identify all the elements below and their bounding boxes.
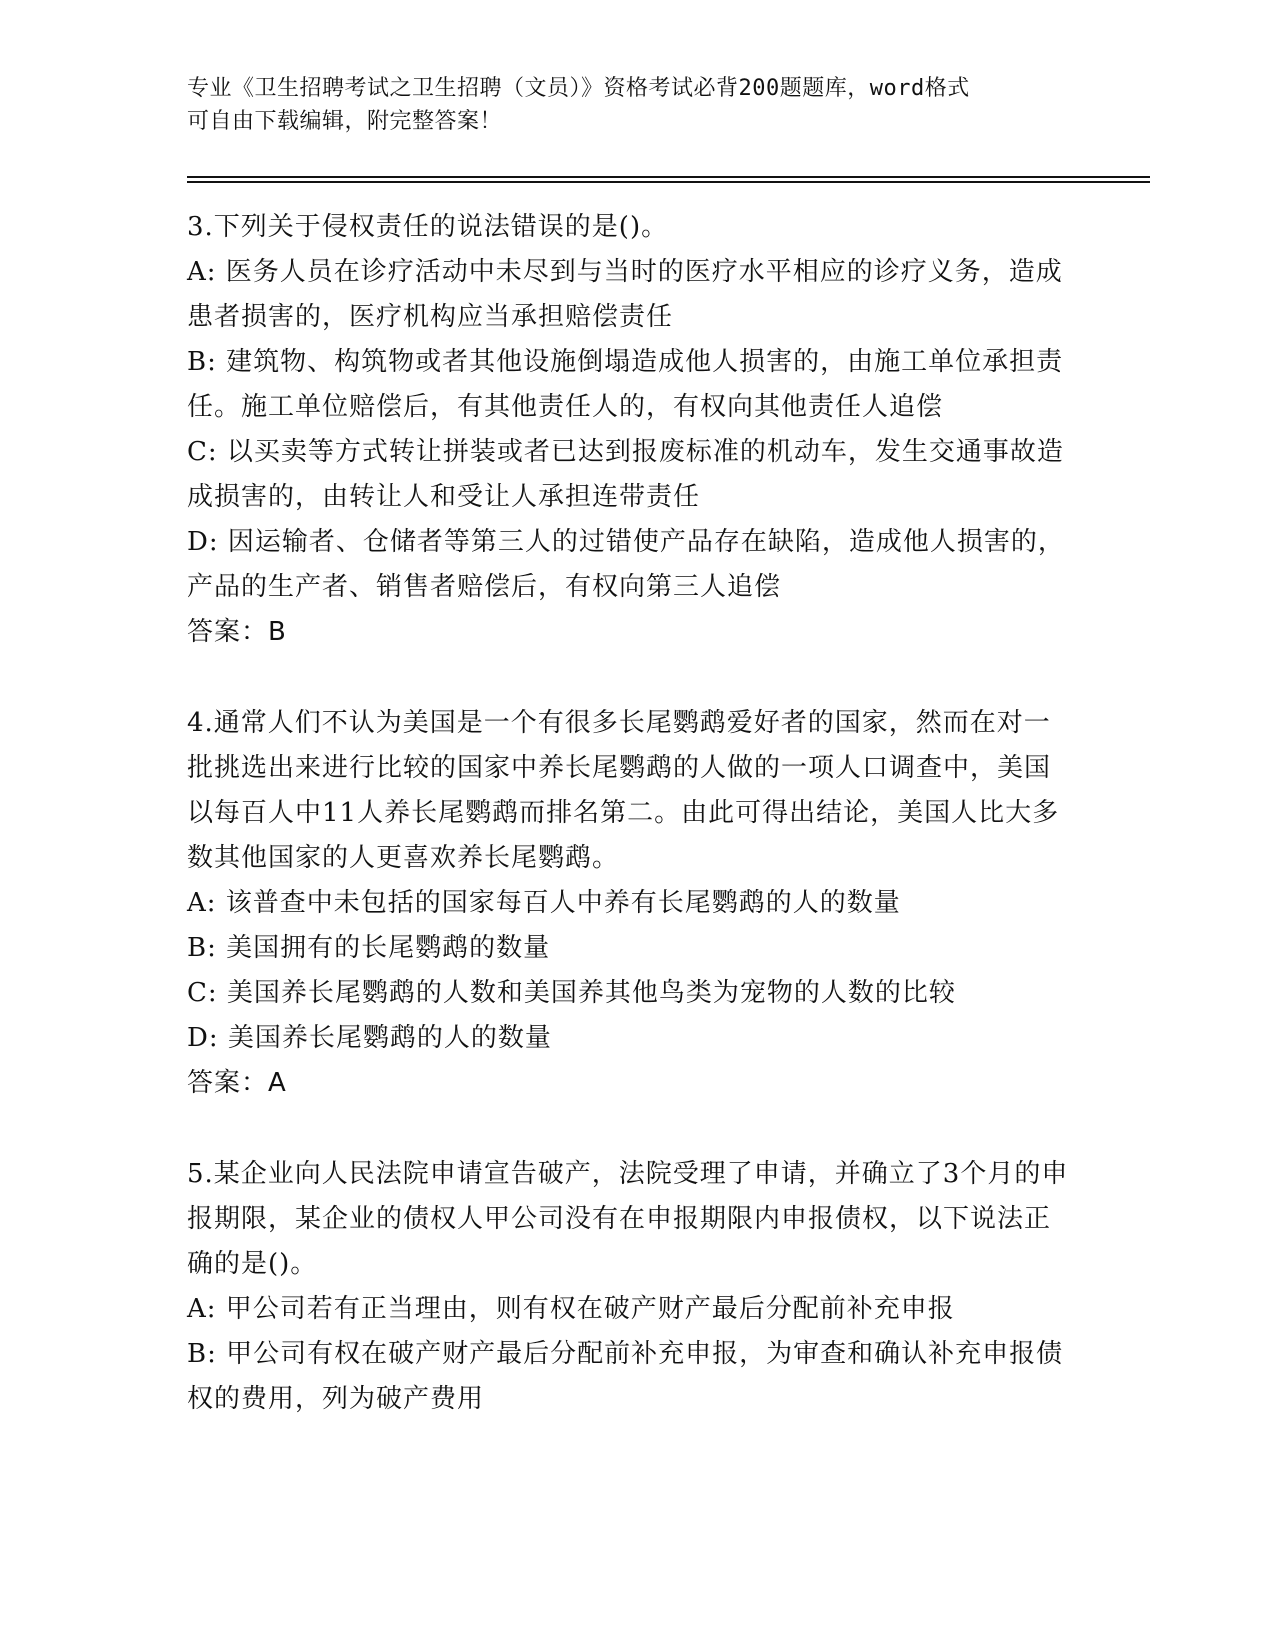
option-b: B: 建筑物、构筑物或者其他设施倒塌造成他人损害的，由施工单位承担责任。施工单位赔偿后，有其他责任人的，有权向其他责任人追偿: [187, 347, 1064, 422]
option-b: B: 美国拥有的长尾鹦鹉的数量: [187, 933, 551, 963]
question-4: [187, 701, 1077, 1106]
option-c: C: 以买卖等方式转让拼装或者已达到报废标准的机动车，发生交通事故造成损害的，由转让人和受让人承担连带责任: [187, 437, 1064, 512]
question-5: [187, 1152, 1077, 1422]
document-header: [187, 72, 1067, 138]
header-divider-top: [187, 176, 1150, 178]
option-b: B: 甲公司有权在破产财产最后分配前补充申报，为审查和确认补充申报债权的费用，列为破产费用: [187, 1339, 1064, 1414]
question-stem: 3.下列关于侵权责任的说法错误的是()。: [187, 212, 669, 242]
option-c: C: 美国养长尾鹦鹉的人数和美国养其他鸟类为宠物的人数的比较: [187, 978, 956, 1008]
option-a: A: 医务人员在诊疗活动中未尽到与当时的医疗水平相应的诊疗义务，造成患者损害的，医疗机构应当承担赔偿责任: [187, 257, 1063, 332]
option-d: D: 因运输者、仓储者等第三人的过错使产品存在缺陷，造成他人损害的，产品的生产者、销售者赔偿后，有权向第三人追偿: [187, 527, 1065, 602]
header-divider-bottom: [187, 181, 1150, 183]
question-stem: 4.通常人们不认为美国是一个有很多长尾鹦鹉爱好者的国家，然而在对一批挑选出来进行比较的国家中养长尾鹦鹉的人做的一项人口调查中，美国以每百人中11人养长尾鹦鹉而排名第二。由此可得出结论，美国人比大多数其他国家的人更喜欢养长尾鹦鹉。: [187, 708, 1060, 873]
option-d: D: 美国养长尾鹦鹉的人的数量: [187, 1023, 552, 1053]
option-a: A: 甲公司若有正当理由，则有权在破产财产最后分配前补充申报: [187, 1294, 955, 1324]
question-list: [187, 205, 1077, 1468]
header-line-2: 可自由下载编辑，附完整答案！: [187, 109, 503, 134]
question-3: [187, 205, 1077, 655]
header-line-1: 专业《卫生招聘考试之卫生招聘（文员）》资格考试必背200题题库，word格式: [187, 76, 970, 101]
option-a: A: 该普查中未包括的国家每百人中养有长尾鹦鹉的人的数量: [187, 888, 901, 918]
answer-line: 答案：A: [187, 1068, 287, 1098]
answer-line: 答案：B: [187, 617, 287, 647]
question-stem: 5.某企业向人民法院申请宣告破产，法院受理了申请，并确立了3个月的申报期限，某企业的债权人甲公司没有在申报期限内申报债权，以下说法正确的是()。: [187, 1159, 1069, 1279]
